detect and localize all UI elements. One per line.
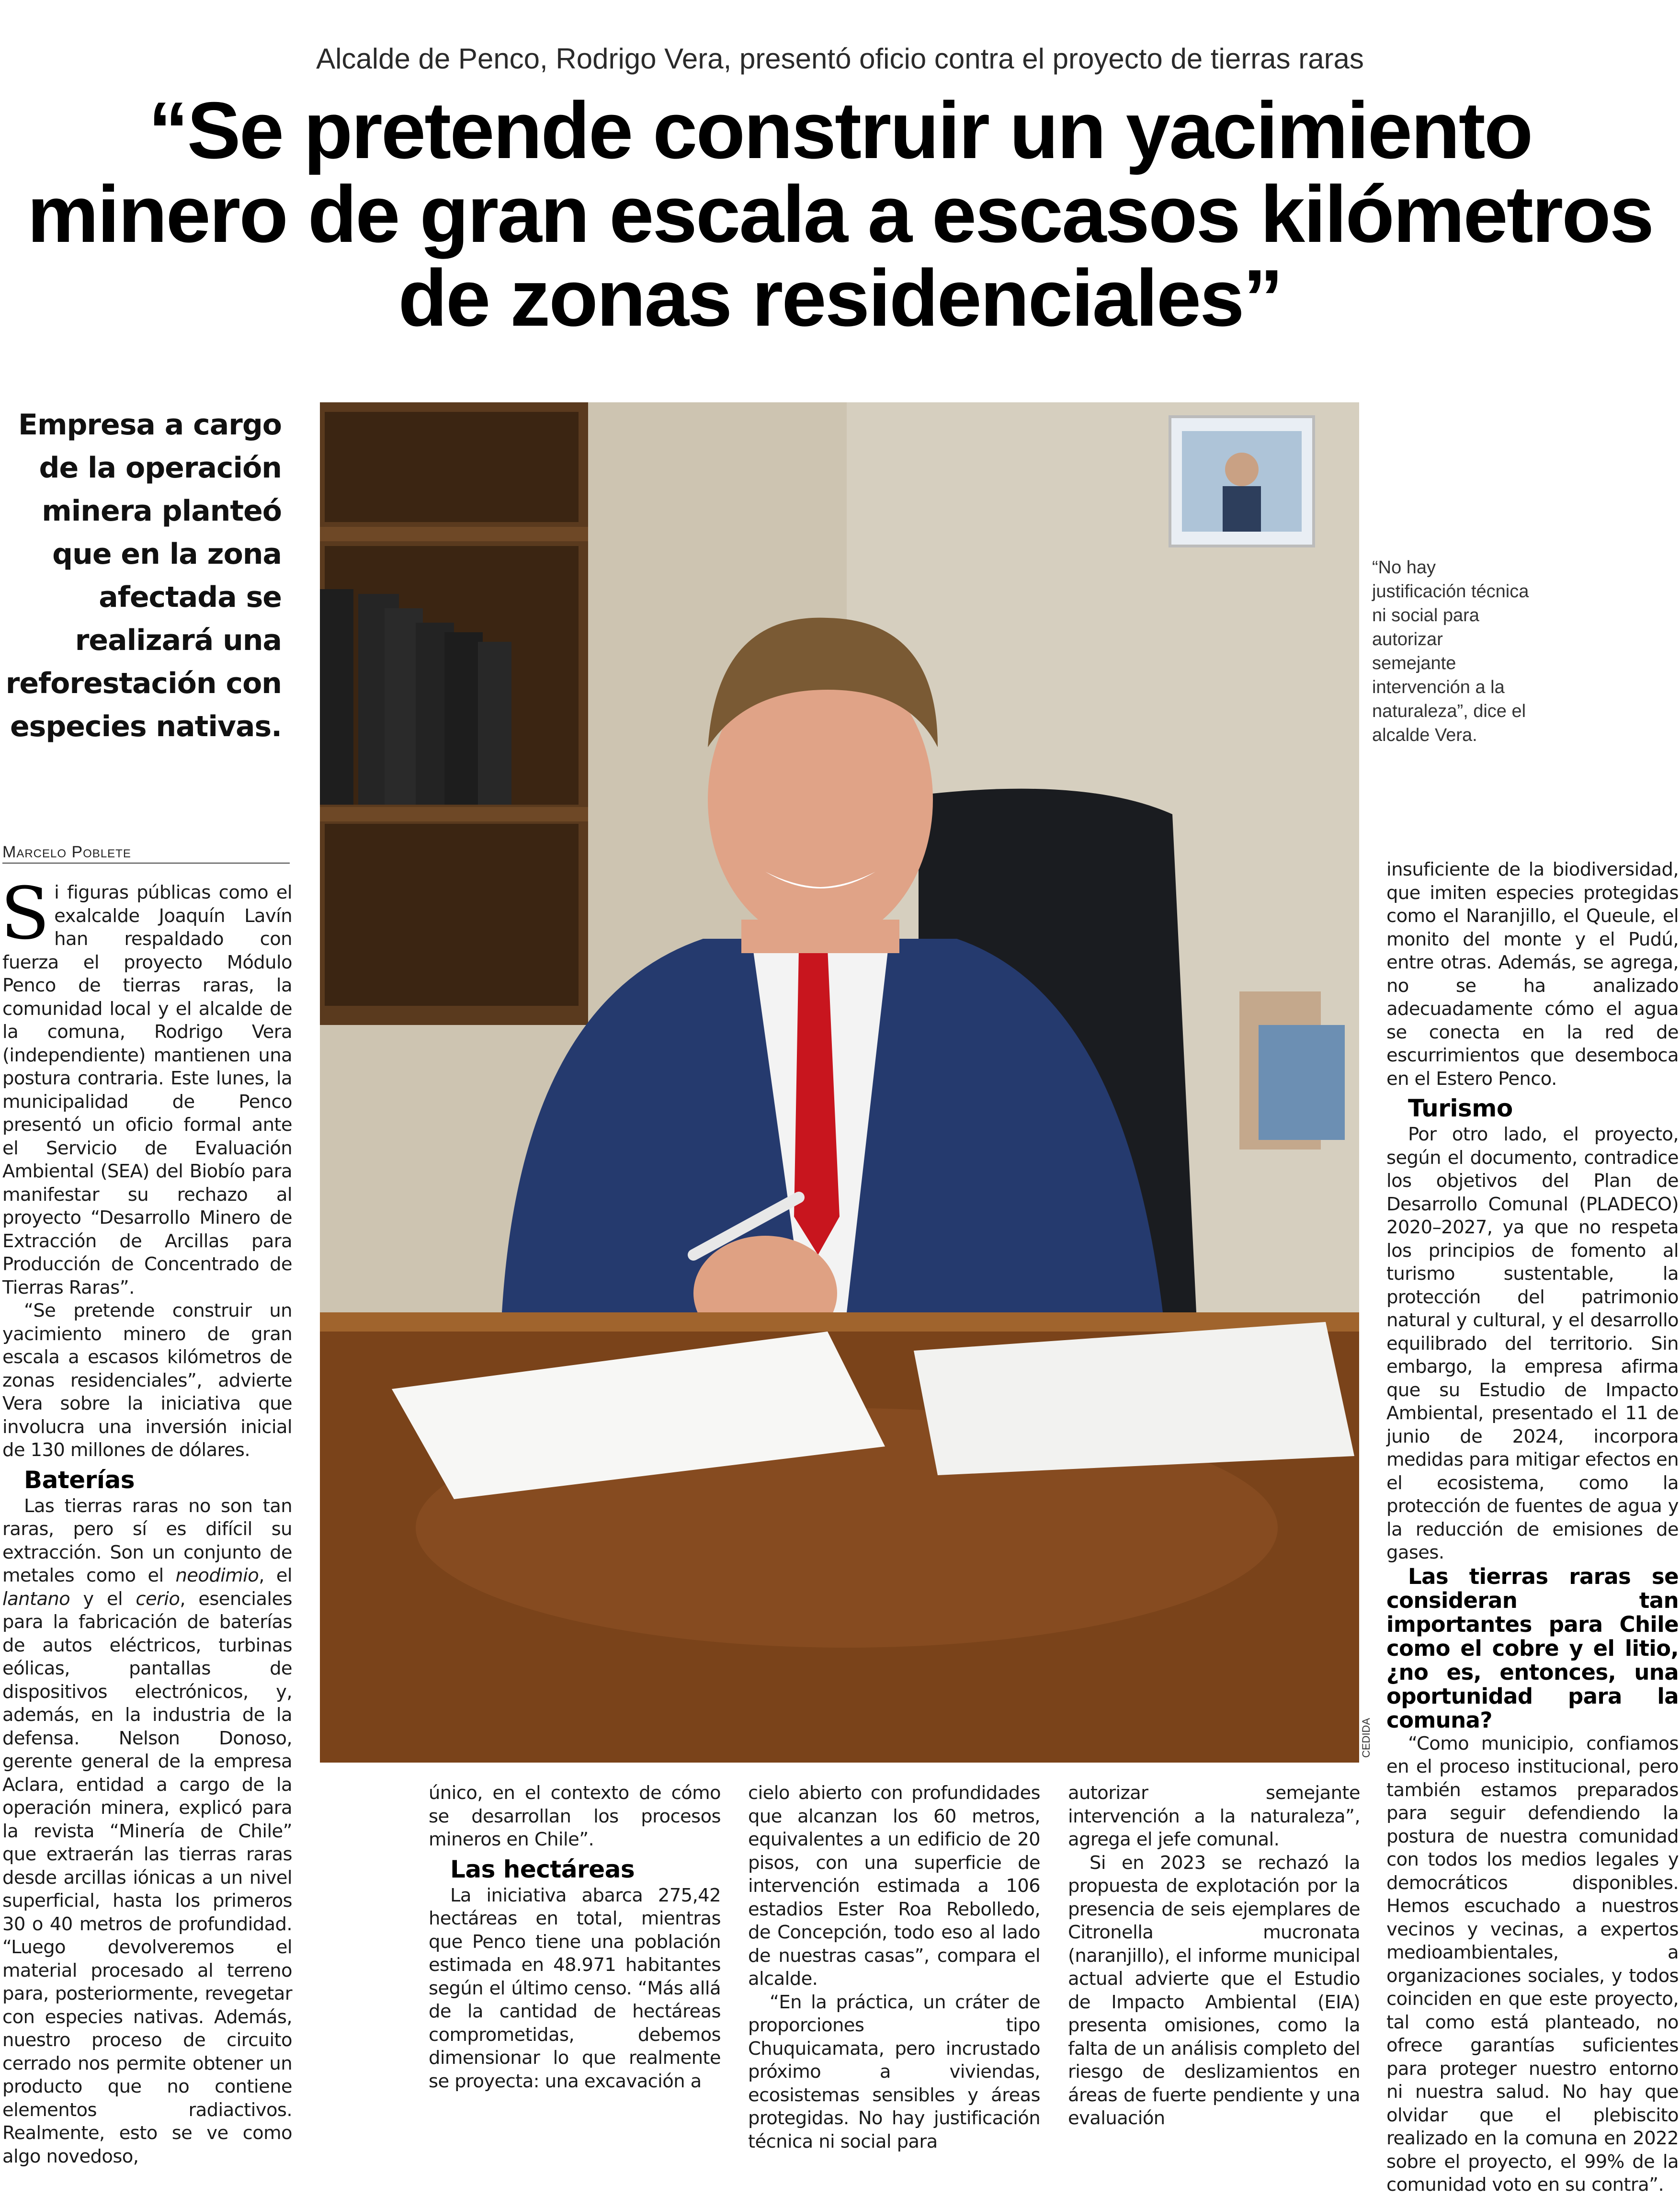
deck-summary: Empresa a cargo de la operación minera planteó que en la zona afectada se realizará una reforestación con especies nativas. bbox=[5, 408, 282, 743]
interview-question: Las tierras raras se consideran tan importantes para Chile como el cobre y el litio, ¿no es, entonces, una oportunidad para la comuna? bbox=[1386, 1563, 1679, 1733]
paragraph: Si en 2023 se rechazó la propuesta de explotación por la presencia de seis ejemplares de Citronella mucronata (naranjillo), el informe municipal actual advierte que el Estudio de Impacto Ambiental (EIA) presenta omisiones, como la falta de un análisis completo del riesgo de deslizamientos en áreas de fuerte pendiente y una evaluación bbox=[1068, 1852, 1360, 2129]
byline: Marcelo Poblete bbox=[2, 843, 290, 864]
photo-illustration bbox=[320, 402, 1359, 1763]
text: Las tierras raras no son tan raras, pero sí es difícil su extracción. Son un conjunto de metales como el bbox=[2, 1495, 292, 1586]
headline-line-3: de zonas residenciales” bbox=[398, 253, 1282, 343]
paragraph: “En la práctica, un cráter de proporciones tipo Chuquicamata, pero incrustado próximo a viviendas, ecosistemas sensibles y áreas protegidas. No hay justificación técnica ni social para bbox=[748, 1991, 1040, 2152]
paragraph: único, en el contexto de cómo se desarrollan los procesos mineros en Chile”. bbox=[429, 1782, 721, 1850]
column-5 bbox=[1386, 858, 1679, 2197]
text: , el bbox=[259, 1565, 292, 1586]
subhead-baterias: Baterías bbox=[24, 1466, 135, 1494]
dropcap: S bbox=[0, 872, 50, 956]
paragraph: autorizar semejante intervención a la naturaleza”, agrega el jefe comunal. bbox=[1068, 1782, 1360, 1850]
kicker: Alcalde de Penco, Rodrigo Vera, presentó oficio contra el proyecto de tierras raras bbox=[316, 43, 1364, 75]
headline-line-2: minero de gran escala a escasos kilómetros bbox=[27, 169, 1653, 259]
column-3 bbox=[748, 1782, 1040, 2153]
paragraph: Por otro lado, el proyecto, según el documento, contradice los objetivos del Plan de Desarrollo Comunal (PLADECO) 2020–2027, ya que no respeta los principios de fomento al turismo sustentable, la protección del patrimonio natural y cultural, y el desarrollo equilibrado del territorio. Sin embargo, la empresa afirma que su Estudio de Impacto Ambiental, presentado el 11 de junio de 2024, incorpora medidas para mitigar efectos en el ecosistema, como la protección de fuentes de agua y la reducción de emisiones de gases. bbox=[1386, 1124, 1679, 1563]
text: , esenciales para la fabricación de baterías de autos eléctricos, turbinas eólicas, pantallas de dispositivos electrónicos, y, además, en la industria de la defensa. Nelson Donoso, gerente general de la empresa Aclara, entidad a cargo de la operación minera, explicó para la revista “Minería de Chile” que extraerán las tierras raras desde arcillas iónicas a un nivel superficial, hasta los primeros 30 o 40 metros de profundidad. “Luego devolveremos el material procesado al terreno para, posteriormente, revegetar con especies nativas. Además, nuestro proceso de circuito cerrado nos permite obtener un producto que no contiene elementos radiactivos. Realmente, esto se ve como algo novedoso, bbox=[2, 1588, 292, 2167]
subhead-turismo: Turismo bbox=[1408, 1094, 1513, 1122]
paragraph: La iniciativa abarca 275,42 hectáreas en total, mientras que Penco tiene una población estimada en 48.971 habitantes según el último censo. “Más allá de la cantidad de hectáreas comprometidas, debemos dimensionar lo que realmente se proyecta: una excavación a bbox=[429, 1884, 721, 2092]
italic-term: lantano bbox=[2, 1588, 70, 1610]
lead-paragraph bbox=[0, 872, 292, 1299]
paragraph: cielo abierto con profundidades que alcanzan los 60 metros, equivalentes a un edificio de 20 pisos, con una superficie de intervención estimada a 106 estadios Ester Roa Rebolledo, de Concepción, todo eso al lado de nuestras casas”, compara el alcalde. bbox=[748, 1782, 1040, 1990]
paragraph bbox=[2, 1495, 292, 2169]
subhead-hectareas: Las hectáreas bbox=[450, 1855, 635, 1883]
headline-line-1: “Se pretende construir un yacimiento bbox=[148, 85, 1532, 175]
paragraph: “Se pretende construir un yacimiento minero de gran escala a escasos kilómetros de zonas residenciales”, advierte Vera sobre la iniciativa que involucra una inversión inicial de 130 millones de dólares. bbox=[2, 1300, 292, 1461]
photo-caption: “No hay justificación técnica ni social para autorizar semejante intervención a la naturaleza”, dice el alcalde Vera. bbox=[1372, 558, 1529, 745]
text: y el bbox=[70, 1588, 136, 1610]
column-2 bbox=[429, 1782, 721, 2093]
paragraph: “Como municipio, confiamos en el proceso institucional, pero también estamos preparados para seguir defendiendo la postura de nuestra comunidad con todos los medios legales y democráticos disponibles. Hemos escuchado a nuestros vecinos y vecinas, a expertos medioambientales, a organizaciones sociales, y todos coinciden en que este proyecto, tal como está planteado, no ofrece garantías suficientes para proteger nuestro entorno ni nuestra salud. No hay que olvidar que el plebiscito realizado en la comuna en 2022 sobre el proyecto, el 99% de la comunidad voto en su contra”. bbox=[1386, 1732, 1679, 2196]
column-4 bbox=[1068, 1782, 1360, 2130]
mayor-photo bbox=[320, 402, 1359, 1763]
italic-term: neodimio bbox=[175, 1565, 259, 1586]
headline bbox=[19, 85, 1661, 343]
photo-credit: CEDIDA bbox=[1360, 1718, 1372, 1758]
column-1 bbox=[0, 872, 292, 2168]
paragraph: insuficiente de la biodiversidad, que imiten especies protegidas como el Naranjillo, el Queule, el monito del monte y el Pudú, entre otras. Además, se agrega, no se ha analizado adecuadamente cómo el agua se conecta en la red de escurrimientos que desemboca en el Estero Penco. bbox=[1386, 859, 1679, 1090]
italic-term: cerio bbox=[136, 1588, 180, 1610]
lead-text: i figuras públicas como el exalcalde Joaquín Lavín han respaldado con fuerza el proyecto Módulo Penco de tierras raras, la comunidad local y el alcalde de la comuna, Rodrigo Vera (independiente) mantienen una postura contraria. Este lunes, la municipalidad de Penco presentó un oficio formal ante el Servicio de Evaluación Ambiental (SEA) del Biobío para manifestar su rechazo al proyecto “Desarrollo Minero de Extracción de Arcillas para Producción de Concentrado de Tierras Raras”. bbox=[2, 882, 292, 1298]
